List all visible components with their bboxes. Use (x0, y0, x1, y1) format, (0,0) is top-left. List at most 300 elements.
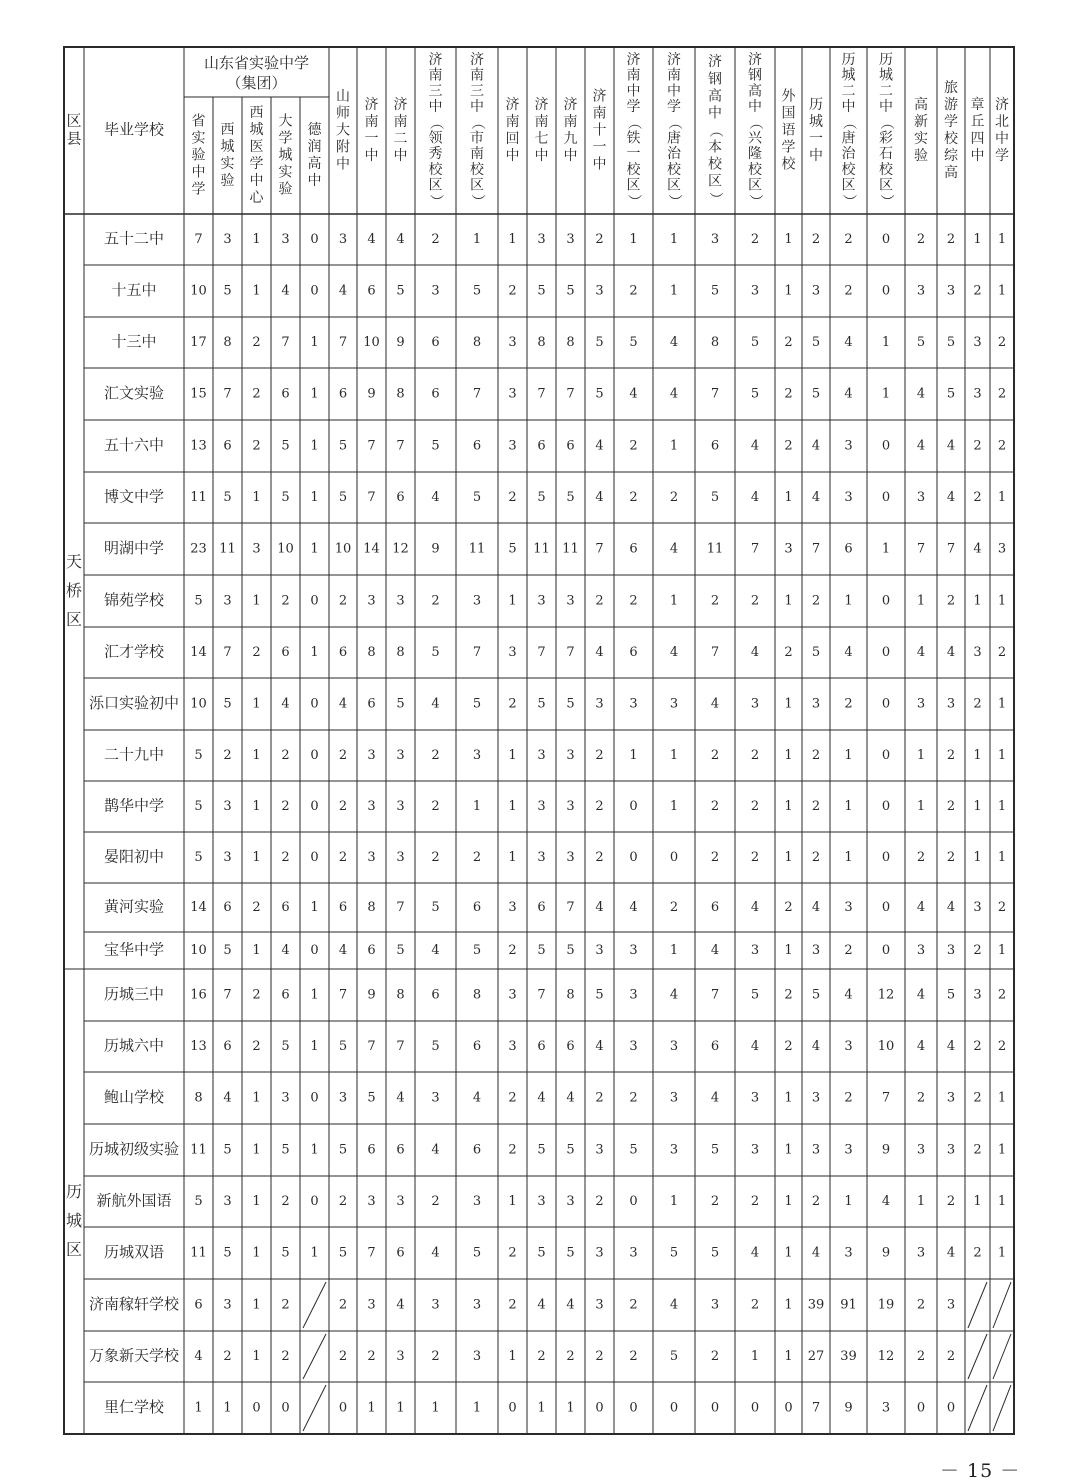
svg-text:校: 校 (841, 161, 856, 178)
quota-value: 4 (669, 386, 679, 402)
quota-value: 2 (281, 799, 290, 814)
quota-value: 1 (997, 1245, 1007, 1261)
quota-value: 2 (223, 1349, 232, 1364)
quota-value: 4 (396, 1090, 405, 1106)
quota-value: 0 (881, 593, 891, 609)
quota-value: 3 (946, 1090, 956, 1106)
quota-value: 1 (252, 593, 261, 609)
quota-value: 2 (997, 438, 1007, 454)
quota-value: 2 (997, 1039, 1007, 1054)
quota-value: 6 (844, 541, 853, 557)
quota-value: 1 (997, 1194, 1007, 1209)
quota-value: 5 (338, 490, 348, 505)
quota-value: 3 (338, 1090, 348, 1106)
quota-value: 2 (431, 850, 440, 865)
quota-value: 4 (595, 490, 604, 505)
svg-text:区: 区 (748, 177, 762, 194)
svg-text:九: 九 (563, 131, 578, 148)
svg-text:中: 中 (879, 98, 893, 115)
svg-text:中: 中 (563, 148, 578, 165)
quota-value: 6 (396, 490, 405, 505)
svg-text:校: 校 (748, 161, 762, 178)
quota-value: 4 (750, 1039, 760, 1054)
quota-value: 5 (669, 1245, 679, 1261)
quota-value: 8 (396, 386, 405, 402)
svg-text:大: 大 (278, 113, 293, 130)
quota-value: 2 (973, 1039, 982, 1054)
quota-value: 16 (190, 987, 207, 1003)
quota-value: 17 (190, 335, 207, 350)
quota-value: 3 (431, 283, 440, 299)
quota-value: 2 (595, 799, 604, 814)
quota-value: 2 (431, 748, 440, 763)
svg-text:城: 城 (278, 147, 293, 164)
quota-value: 7 (396, 438, 405, 454)
svg-text:山: 山 (336, 88, 350, 105)
svg-text:中: 中 (336, 156, 350, 173)
quota-value: 4 (669, 987, 679, 1003)
quota-value: 4 (811, 900, 821, 915)
quota-value: 4 (669, 335, 679, 350)
svg-text:南: 南 (470, 146, 484, 163)
table-row (89, 1140, 1006, 1158)
quota-value: 8 (537, 335, 546, 350)
svg-text:）: ） (747, 194, 763, 209)
quota-value: 3 (223, 799, 232, 814)
column-header (593, 87, 607, 172)
quota-value: 1 (252, 696, 261, 712)
svg-text:校: 校 (470, 161, 484, 178)
svg-text:城: 城 (220, 138, 235, 155)
quota-value: 2 (750, 593, 760, 609)
quota-value: 13 (190, 1039, 207, 1054)
quota-value: 1 (997, 232, 1007, 247)
quota-value: 2 (811, 850, 821, 865)
quota-value: 4 (750, 1245, 760, 1261)
quota-value: 1 (223, 1400, 232, 1416)
svg-text:济: 济 (626, 51, 641, 68)
quota-value: 3 (946, 1142, 956, 1158)
quota-value: 0 (669, 1400, 679, 1416)
svg-text:）: ） (427, 194, 444, 209)
quota-value: 1 (252, 799, 261, 814)
quota-value: 7 (338, 987, 348, 1003)
quota-value: 1 (669, 943, 679, 958)
quota-value: 2 (508, 1297, 517, 1313)
quota-value: 2 (710, 850, 720, 865)
quota-value: 1 (310, 438, 319, 454)
quota-value: 3 (508, 900, 517, 915)
svg-text:校: 校 (944, 131, 958, 148)
quota-value: 1 (973, 1194, 982, 1209)
quota-value: 5 (811, 386, 821, 402)
quota-value: 6 (223, 900, 232, 915)
quota-value: 23 (190, 541, 207, 557)
quota-value: 1 (508, 850, 517, 865)
quota-value: 4 (844, 987, 853, 1003)
quota-value: 0 (252, 1400, 261, 1416)
quota-value: 3 (508, 645, 517, 660)
quota-value: 4 (595, 1039, 604, 1054)
quota-value: 6 (223, 438, 232, 454)
school-name: 历城初级实验 (88, 1140, 180, 1158)
svg-text:中: 中 (970, 148, 985, 165)
quota-value: 5 (811, 987, 821, 1003)
svg-text:（: （ (469, 115, 485, 130)
quota-value: 1 (784, 1090, 793, 1106)
quota-value: 1 (784, 1297, 793, 1313)
quota-value: 7 (710, 386, 720, 402)
quota-value: 2 (281, 1297, 290, 1313)
quota-value: 2 (281, 593, 290, 609)
quota-value: 1 (997, 593, 1007, 609)
column-header (914, 96, 928, 164)
quota-value: 4 (710, 1090, 720, 1106)
quota-value: 1 (508, 593, 517, 609)
quota-value: 2 (811, 232, 821, 247)
quota-value: 6 (566, 1039, 575, 1054)
svg-text:济: 济 (563, 96, 578, 113)
quota-value: 2 (669, 490, 679, 505)
table-row (104, 643, 1006, 661)
quota-value: 5 (281, 490, 290, 505)
svg-text:本: 本 (708, 139, 722, 156)
quota-value: 1 (669, 1194, 679, 1209)
quota-value: 0 (310, 850, 319, 865)
quota-value: 4 (973, 541, 982, 557)
quota-value: 6 (710, 900, 720, 915)
quota-value: 5 (472, 943, 482, 958)
table-row (104, 985, 1006, 1003)
svg-text:旅: 旅 (944, 79, 958, 96)
column-header (221, 122, 235, 189)
quota-value: 2 (973, 1142, 982, 1158)
quota-value: 4 (338, 696, 348, 712)
quota-value: 2 (973, 490, 982, 505)
svg-text:区: 区 (65, 1240, 83, 1259)
quota-value: 6 (537, 438, 546, 454)
quota-value: 3 (973, 386, 982, 402)
quota-value: 2 (252, 1039, 261, 1054)
quota-value: 0 (310, 593, 319, 609)
quota-value: 39 (840, 1349, 857, 1364)
page-number: － 15 － (940, 1460, 1021, 1482)
quota-value: 3 (537, 1194, 546, 1209)
quota-value: 4 (916, 438, 926, 454)
quota-value: 1 (916, 799, 926, 814)
quota-value: 3 (811, 283, 821, 299)
quota-value: 3 (844, 900, 853, 915)
svg-text:南: 南 (505, 113, 520, 130)
quota-value: 2 (281, 850, 290, 865)
quota-value: 8 (566, 987, 575, 1003)
quota-value: 1 (973, 799, 982, 814)
quota-value: 2 (997, 335, 1007, 350)
quota-value: 1 (669, 748, 679, 763)
quota-value: 2 (916, 850, 926, 865)
quota-value: 2 (750, 799, 760, 814)
quota-value: 4 (595, 645, 604, 660)
quota-value: 5 (595, 386, 604, 402)
quota-value: 3 (396, 850, 405, 865)
quota-value: 2 (997, 386, 1007, 402)
quota-value: 2 (508, 283, 517, 299)
quota-value: 3 (396, 748, 405, 763)
quota-value: 8 (367, 900, 376, 915)
school-name: 历城三中 (103, 985, 165, 1003)
svg-text:区: 区 (879, 177, 893, 194)
svg-text:学: 学 (667, 98, 681, 115)
quota-value: 2 (537, 1349, 546, 1364)
quota-value: 3 (916, 943, 926, 958)
svg-text:区: 区 (65, 610, 83, 629)
svg-text:南: 南 (563, 113, 578, 130)
quota-value: 5 (396, 696, 405, 712)
svg-text:区: 区 (626, 177, 641, 194)
not-applicable-slash (303, 1385, 326, 1431)
svg-text:济: 济 (995, 96, 1009, 113)
svg-text:区: 区 (667, 177, 681, 194)
quota-value: 0 (310, 696, 319, 712)
quota-value: 6 (338, 386, 348, 402)
svg-text:南: 南 (393, 113, 408, 130)
quota-value: 2 (750, 232, 760, 247)
region-header (66, 111, 81, 147)
quota-value: 5 (595, 987, 604, 1003)
quota-value: 3 (566, 799, 575, 814)
quota-value: 4 (367, 232, 376, 247)
quota-value: 2 (595, 593, 604, 609)
svg-text:师: 师 (336, 105, 350, 122)
quota-value: 0 (946, 1400, 956, 1416)
table-row (111, 333, 1006, 351)
quota-value: 7 (367, 490, 376, 505)
svg-text:学: 学 (944, 113, 958, 130)
quota-value: 3 (973, 987, 982, 1003)
quota-value: 3 (973, 335, 982, 350)
quota-value: 5 (223, 696, 232, 712)
svg-text:验: 验 (191, 147, 206, 164)
quota-value: 4 (916, 987, 926, 1003)
quota-value: 2 (338, 593, 348, 609)
quota-value: 5 (472, 283, 482, 299)
quota-value: 6 (338, 645, 348, 660)
quota-value: 5 (916, 335, 926, 350)
quota-value: 4 (223, 1090, 232, 1106)
quota-value: 9 (367, 987, 376, 1003)
column-header (971, 96, 985, 164)
quota-value: 5 (537, 283, 546, 299)
quota-value: 7 (566, 386, 575, 402)
quota-value: 2 (338, 1349, 348, 1364)
table-row (104, 797, 1006, 815)
svg-text:大: 大 (336, 122, 350, 139)
quota-value: 15 (190, 386, 207, 402)
quota-value: 3 (750, 696, 760, 712)
svg-text:彩: 彩 (879, 130, 893, 147)
quota-value: 1 (997, 1142, 1007, 1158)
svg-text:一: 一 (626, 146, 641, 163)
quota-value: 1 (973, 232, 982, 247)
quota-value: 5 (281, 1142, 290, 1158)
quota-value: 6 (281, 645, 290, 660)
quota-value: 3 (396, 593, 405, 609)
quota-value: 3 (946, 283, 956, 299)
svg-text:（: （ (747, 115, 763, 130)
column-header (666, 51, 682, 208)
quota-value: 3 (750, 1090, 760, 1106)
column-header (192, 112, 206, 197)
svg-text:区: 区 (428, 177, 443, 194)
quota-value: 2 (844, 943, 853, 958)
quota-value: 4 (281, 696, 290, 712)
quota-value: 2 (946, 799, 956, 814)
svg-text:县: 县 (66, 129, 82, 148)
svg-text:中: 中 (393, 148, 408, 165)
quota-value: 3 (629, 943, 638, 958)
quota-value: 7 (710, 645, 720, 660)
quota-value: 3 (367, 748, 376, 763)
quota-value: 0 (750, 1400, 760, 1416)
column-header (469, 51, 485, 208)
school-name: 二十九中 (103, 745, 165, 764)
quota-value: 3 (811, 696, 821, 712)
quota-value: 3 (629, 1039, 638, 1054)
quota-value: 3 (595, 943, 604, 958)
quota-value: 3 (472, 748, 482, 763)
quota-value: 1 (508, 232, 517, 247)
svg-text:中: 中 (249, 173, 264, 190)
quota-value: 5 (194, 850, 203, 865)
quota-value: 2 (784, 386, 793, 402)
svg-text:二: 二 (393, 131, 408, 148)
column-header (707, 53, 723, 206)
quota-value: 5 (710, 1245, 720, 1261)
quota-value: 3 (946, 943, 956, 958)
quota-value: 5 (946, 386, 956, 402)
quota-value: 1 (669, 283, 679, 299)
column-header (428, 51, 444, 208)
quota-value: 4 (537, 1297, 546, 1313)
svg-text:历: 历 (841, 51, 856, 68)
svg-text:中: 中 (307, 173, 322, 190)
quota-value: 3 (595, 1245, 604, 1261)
quota-value: 2 (916, 1297, 926, 1313)
quota-value: 7 (472, 645, 482, 660)
svg-text:南: 南 (470, 67, 484, 84)
svg-text:领: 领 (428, 130, 443, 147)
quota-value: 7 (223, 987, 232, 1003)
quota-value: 0 (338, 1400, 348, 1416)
svg-text:验: 验 (278, 181, 293, 198)
svg-text:济: 济 (748, 51, 762, 68)
quota-value: 5 (338, 1142, 348, 1158)
quota-value: 5 (431, 438, 440, 454)
quota-value: 1 (916, 748, 926, 763)
quota-value: 1 (252, 850, 261, 865)
quota-value: 1 (669, 232, 679, 247)
quota-value: 1 (310, 1142, 319, 1158)
svg-text:附: 附 (336, 139, 350, 156)
group-header-line2: （集团） (226, 74, 287, 92)
quota-value: 2 (784, 438, 793, 454)
quota-value: 5 (595, 335, 604, 350)
svg-text:（: （ (878, 115, 894, 130)
quota-value: 4 (537, 1090, 546, 1106)
quota-value: 2 (946, 1194, 956, 1209)
quota-value: 6 (223, 1039, 232, 1054)
svg-text:校: 校 (428, 161, 443, 178)
table-row (104, 1243, 1006, 1261)
quota-value: 2 (710, 1194, 720, 1209)
quota-value: 4 (811, 1039, 821, 1054)
quota-value: 11 (706, 541, 724, 557)
svg-text:学: 学 (249, 156, 264, 173)
quota-value: 3 (223, 1297, 232, 1313)
quota-value: 2 (595, 1090, 604, 1106)
quota-value: 4 (431, 696, 440, 712)
quota-value: 3 (916, 283, 926, 299)
column-header (535, 96, 549, 164)
quota-value: 11 (190, 1245, 207, 1261)
quota-value: 10 (190, 283, 207, 299)
quota-value: 3 (223, 850, 232, 865)
quota-value: 4 (281, 283, 290, 299)
quota-value: 3 (508, 1039, 517, 1054)
svg-text:北: 北 (995, 113, 1009, 130)
quota-value: 1 (508, 1194, 517, 1209)
quota-value: 2 (281, 1194, 290, 1209)
svg-text:南: 南 (592, 105, 607, 122)
quota-value: 2 (973, 696, 982, 712)
quota-value: 3 (472, 1194, 482, 1209)
quota-value: 3 (669, 1090, 679, 1106)
quota-value: 1 (784, 850, 793, 865)
quota-value: 19 (877, 1297, 895, 1313)
svg-text:丘: 丘 (970, 113, 985, 130)
quota-value: 5 (811, 645, 821, 660)
quota-value: 7 (750, 541, 760, 557)
quota-value: 4 (881, 1194, 891, 1209)
svg-text:治: 治 (841, 146, 856, 163)
quota-value: 6 (566, 438, 575, 454)
svg-text:历: 历 (879, 51, 893, 68)
svg-text:济: 济 (505, 96, 520, 113)
quota-value: 3 (223, 593, 232, 609)
quota-value: 2 (973, 943, 982, 958)
quota-value: 4 (750, 900, 760, 915)
quota-value: 2 (629, 438, 638, 454)
school-name: 十三中 (111, 332, 157, 351)
svg-text:）: ） (666, 194, 682, 209)
quota-value: 5 (710, 490, 720, 505)
quota-value: 4 (916, 900, 926, 915)
quota-value: 5 (194, 799, 203, 814)
svg-text:学: 学 (995, 148, 1009, 165)
quota-value: 7 (537, 386, 546, 402)
quota-value: 1 (669, 799, 679, 814)
svg-text:西: 西 (220, 121, 235, 138)
quota-value: 4 (566, 1090, 575, 1106)
quota-value: 2 (595, 1194, 604, 1209)
quota-value: 3 (281, 232, 290, 247)
quota-value: 2 (811, 1194, 821, 1209)
quota-value: 3 (669, 696, 679, 712)
quota-value: 3 (508, 335, 517, 350)
quota-value: 4 (710, 696, 720, 712)
quota-value: 3 (566, 593, 575, 609)
quota-value: 3 (811, 1090, 821, 1106)
